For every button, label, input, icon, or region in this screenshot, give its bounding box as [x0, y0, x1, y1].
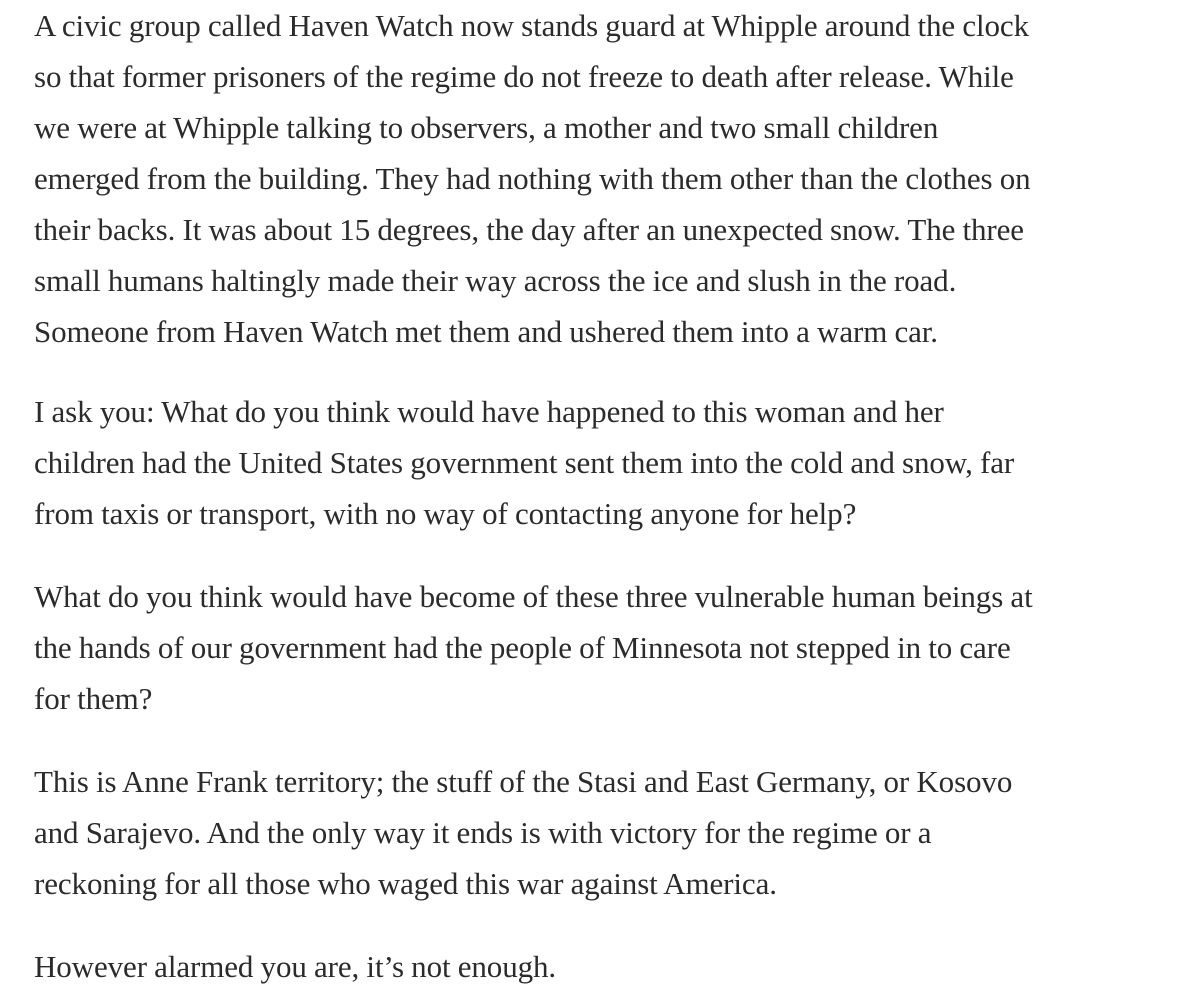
- text-line: However alarmed you are, it’s not enough.: [34, 949, 557, 984]
- text-line: emerged from the building. They had nothing with them other than the clothes on: [34, 161, 1031, 196]
- text-line: I ask you: What do you think would have happened to this woman and her: [34, 394, 944, 429]
- text-line: and Sarajevo. And the only way it ends is with victory for the regime or a: [34, 815, 932, 850]
- text-line: children had the United States government sent them into the cold and snow, far: [34, 445, 1015, 480]
- text-line: small humans haltingly made their way across the ice and slush in the road.: [34, 263, 957, 298]
- text-line: their backs. It was about 15 degrees, the day after an unexpected snow. The three: [34, 212, 1024, 247]
- paragraph-haven-watch: [34, 0, 1194, 357]
- text-line: This is Anne Frank territory; the stuff of the Stasi and East Germany, or Kosovo: [34, 764, 1013, 799]
- paragraph-not-enough: [34, 941, 1194, 992]
- text-line: so that former prisoners of the regime do not freeze to death after release. While: [34, 59, 1014, 94]
- text-line: Someone from Haven Watch met them and ushered them into a warm car.: [34, 314, 938, 349]
- text-line: for them?: [34, 681, 153, 716]
- paragraph-what-do-you-think: [34, 571, 1194, 724]
- text-line: from taxis or transport, with no way of contacting anyone for help?: [34, 496, 857, 531]
- paragraph-i-ask-you: [34, 386, 1194, 539]
- paragraph-anne-frank: [34, 756, 1194, 909]
- text-line: the hands of our government had the people of Minnesota not stepped in to care: [34, 630, 1011, 665]
- text-line: What do you think would have become of these three vulnerable human beings at: [34, 579, 1033, 614]
- text-line: we were at Whipple talking to observers, a mother and two small children: [34, 110, 939, 145]
- text-line: A civic group called Haven Watch now stands guard at Whipple around the clock: [34, 8, 1029, 43]
- text-line: reckoning for all those who waged this war against America.: [34, 866, 777, 901]
